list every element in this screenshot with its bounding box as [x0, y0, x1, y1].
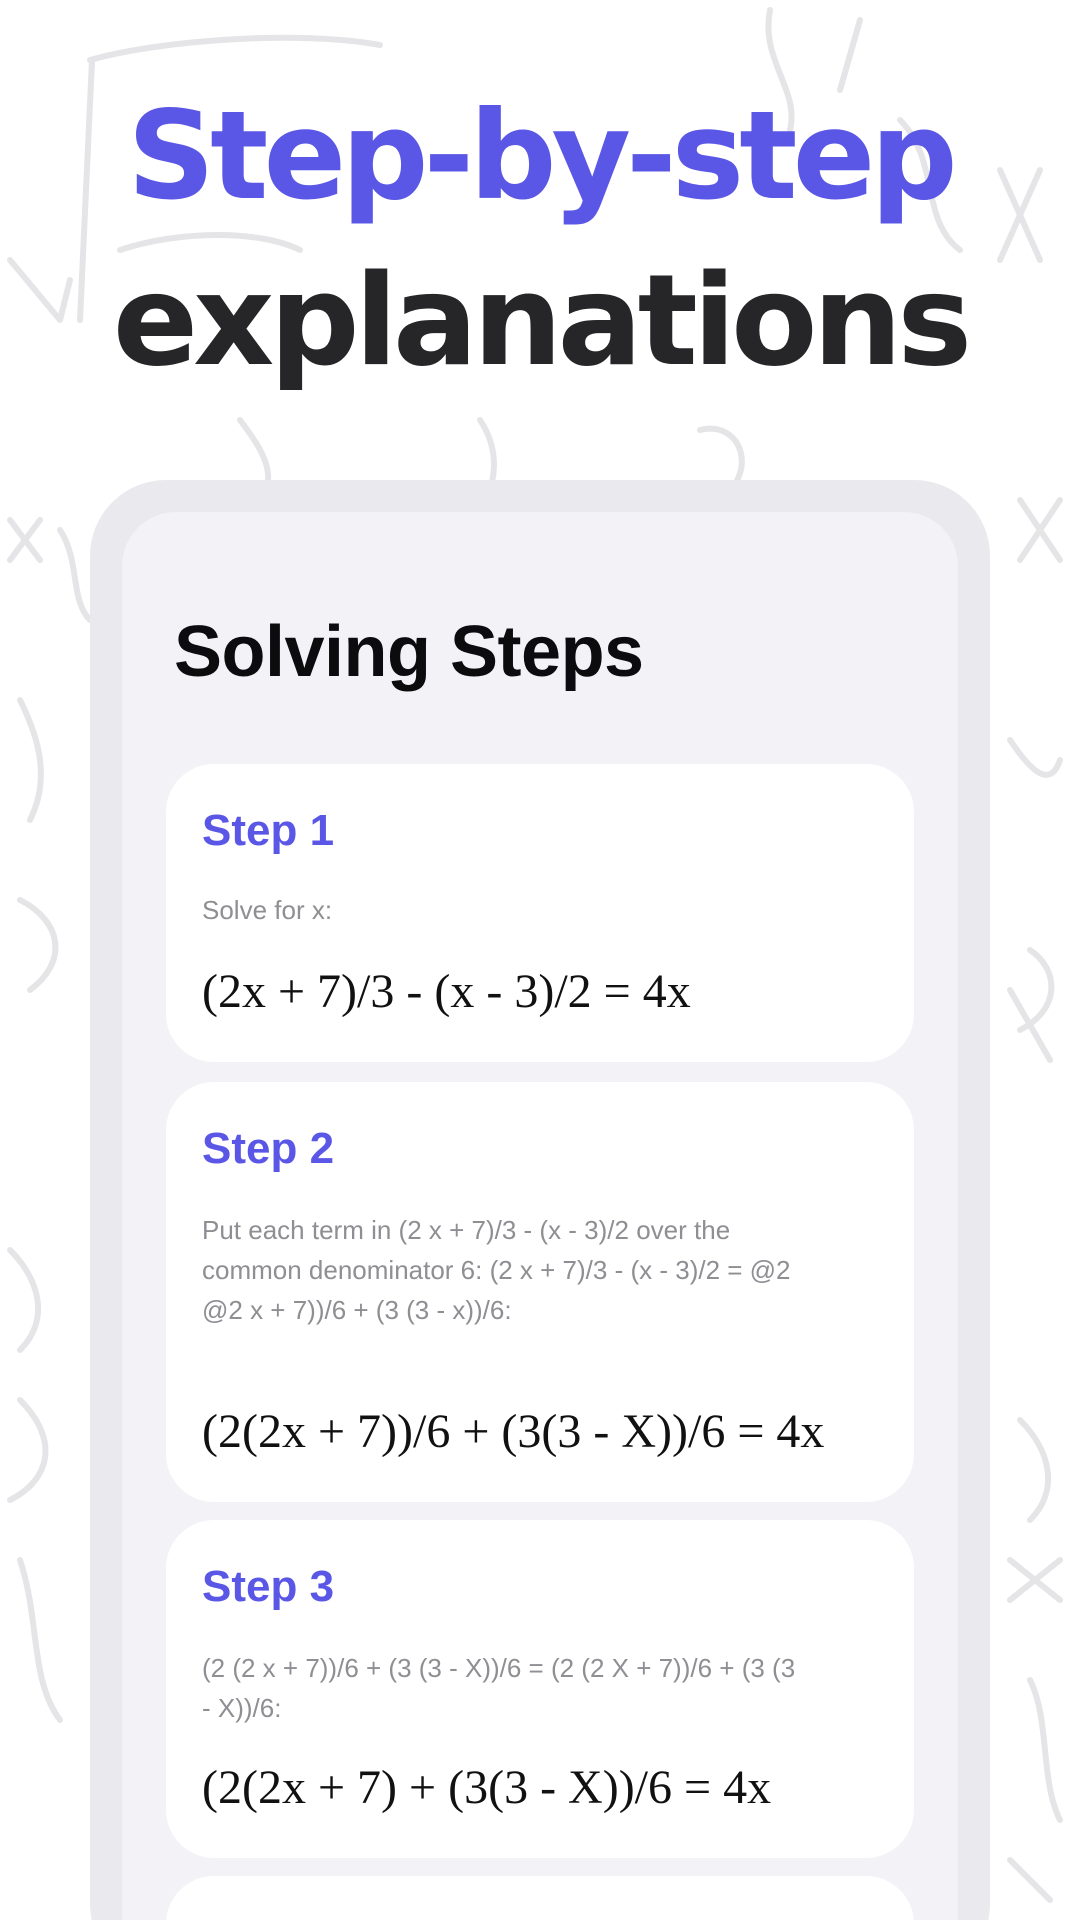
- step-equation: (2(2x + 7))/6 + (3(3 - X))/6 = 4x: [202, 1405, 825, 1458]
- step-description: Put each term in (2 x + 7)/3 - (x - 3)/2 over the common denominator 6: (2 x + 7)/3 - (x - 3)/2 = @2 @2 x + 7))/6 + (3 (3 - x))/6:: [202, 1215, 791, 1325]
- headline-dark-line: explanations: [112, 247, 968, 394]
- step-card[interactable]: [166, 1082, 914, 1502]
- step-label: Step 2: [202, 1124, 335, 1173]
- step-equation: (2(2x + 7) + (3(3 - X))/6 = 4x: [202, 1761, 772, 1814]
- step-description: Solve for x:: [202, 895, 333, 925]
- step-card[interactable]: [166, 764, 914, 1062]
- step-description: (2 (2 x + 7))/6 + (3 (3 - X))/6 = (2 (2 X + 7))/6 + (3 (3 - X))/6:: [202, 1653, 796, 1723]
- step-card-partial[interactable]: [166, 1876, 914, 1920]
- headline-accent-line: Step-by-step: [127, 85, 953, 227]
- phone-screen: [122, 512, 958, 1920]
- step-equation: (2x + 7)/3 - (x - 3)/2 = 4x: [202, 965, 691, 1018]
- step-card[interactable]: [166, 1520, 914, 1858]
- step-label: Step 1: [202, 806, 335, 855]
- screen-title: Solving Steps: [174, 612, 644, 692]
- step-label: Step 3: [202, 1562, 335, 1611]
